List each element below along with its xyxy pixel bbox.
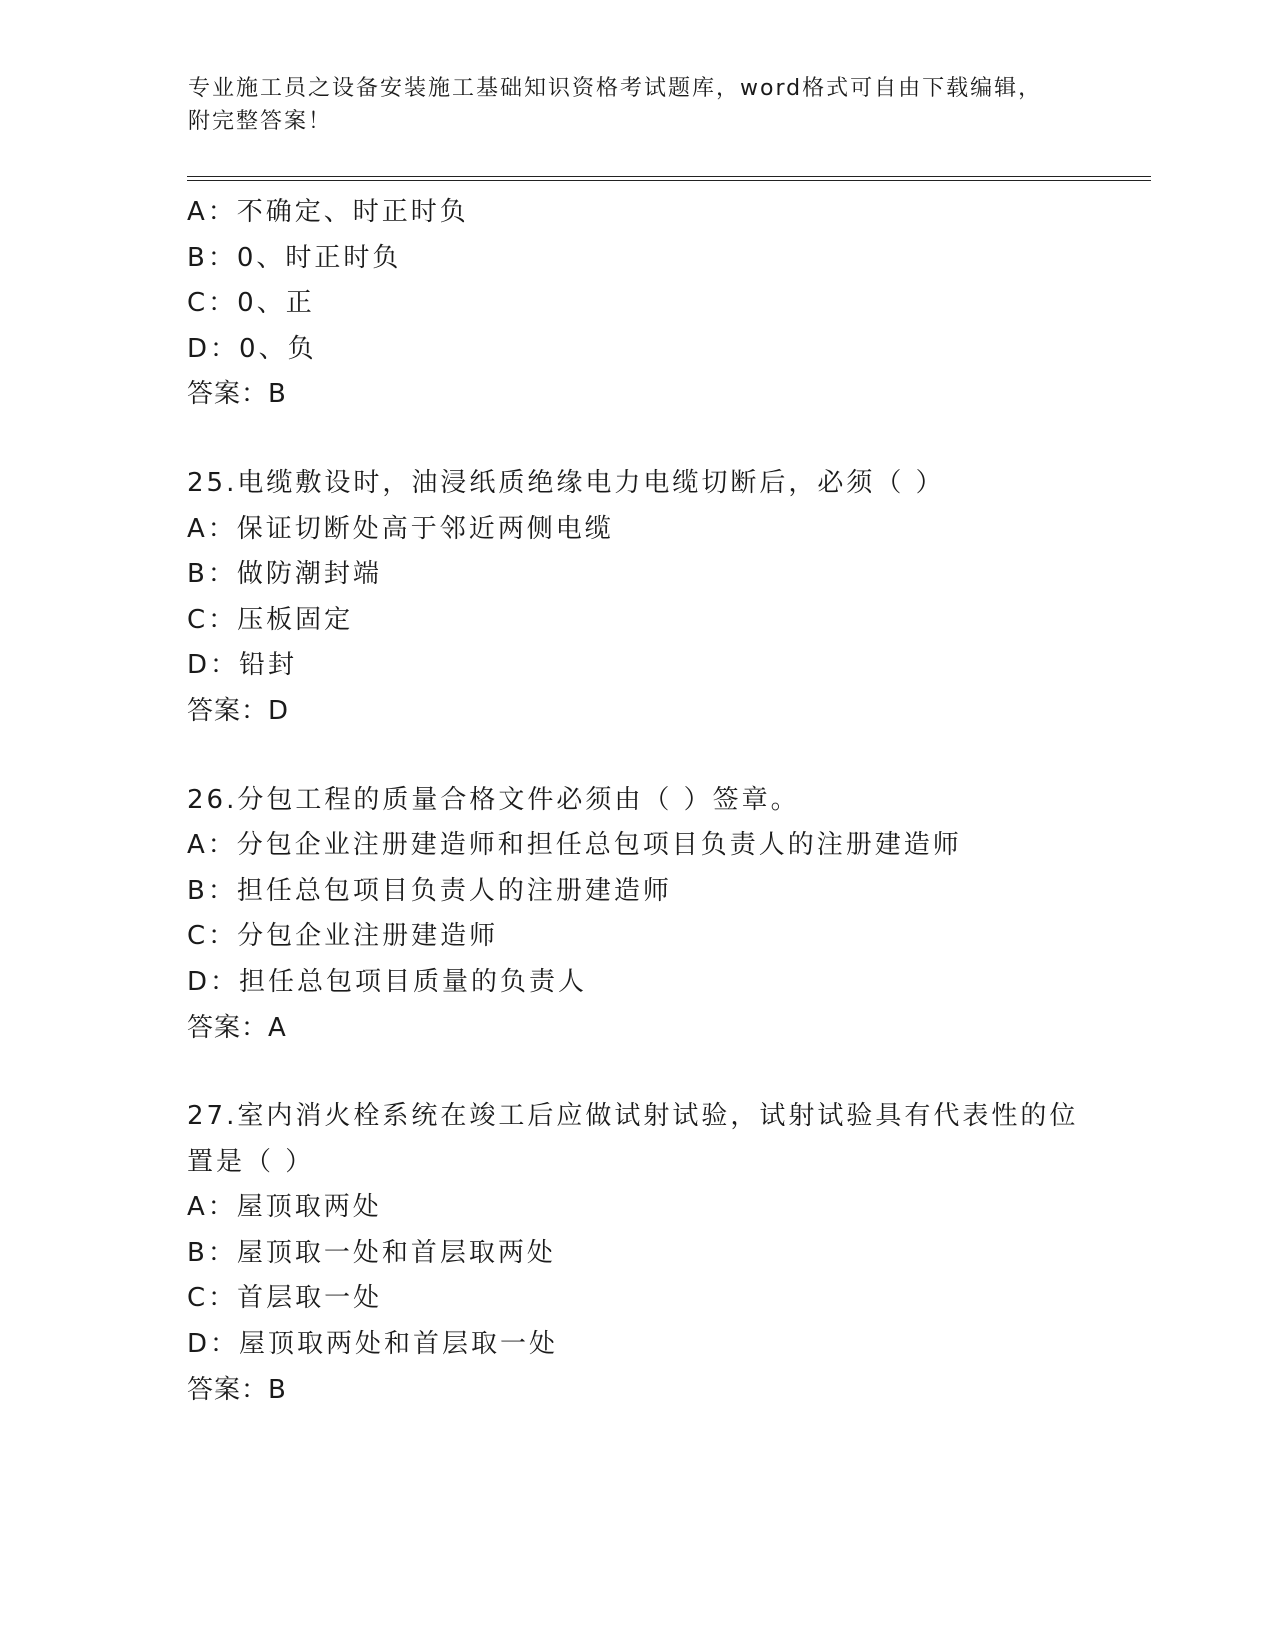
answer-line: 答案：B <box>187 379 287 410</box>
answer-line: 答案：B <box>187 1374 287 1405</box>
option-a: A：分包企业注册建造师和担任总包项目负责人的注册建造师 <box>187 830 962 861</box>
question-text-line-2: 置是（ ） <box>187 1146 315 1177</box>
option-a: A：不确定、时正时负 <box>187 197 469 227</box>
question-26 <box>187 778 1147 1052</box>
option-b: B：担任总包项目负责人的注册建造师 <box>187 875 672 906</box>
option-c: C：首层取一处 <box>187 1283 383 1314</box>
option-d: D：铅封 <box>187 650 298 681</box>
option-a: A：屋顶取两处 <box>187 1192 382 1223</box>
answer-line: 答案：D <box>187 695 290 726</box>
option-b: B：屋顶取一处和首层取两处 <box>187 1237 556 1268</box>
header-line-2: 附完整答案！ <box>188 109 333 134</box>
header-divider <box>187 176 1151 181</box>
question-25 <box>187 461 1147 735</box>
page-header <box>188 72 1088 138</box>
prev-question-block <box>187 190 1147 418</box>
option-c: C：0、正 <box>187 288 315 319</box>
answer-line: 答案：A <box>187 1012 287 1043</box>
option-d: D：屋顶取两处和首层取一处 <box>187 1329 559 1360</box>
option-b: B：0、时正时负 <box>187 242 402 273</box>
option-d: D：担任总包项目质量的负责人 <box>187 966 588 997</box>
option-c: C：压板固定 <box>187 604 354 635</box>
question-text: 25.电缆敷设时，油浸纸质绝缘电力电缆切断后，必须（ ） <box>187 467 945 498</box>
question-text: 26.分包工程的质量合格文件必须由（ ）签章。 <box>187 784 800 815</box>
option-b: B：做防潮封端 <box>187 559 382 590</box>
option-a: A：保证切断处高于邻近两侧电缆 <box>187 513 614 544</box>
question-text-line-1: 27.室内消火栓系统在竣工后应做试射试验，试射试验具有代表性的位 <box>187 1101 1079 1132</box>
question-list <box>187 190 1147 1413</box>
header-line-1: 专业施工员之设备安装施工基础知识资格考试题库，word格式可自由下载编辑， <box>188 76 1043 101</box>
option-c: C：分包企业注册建造师 <box>187 921 499 952</box>
option-d: D：0、负 <box>187 333 317 364</box>
question-27 <box>187 1094 1147 1413</box>
